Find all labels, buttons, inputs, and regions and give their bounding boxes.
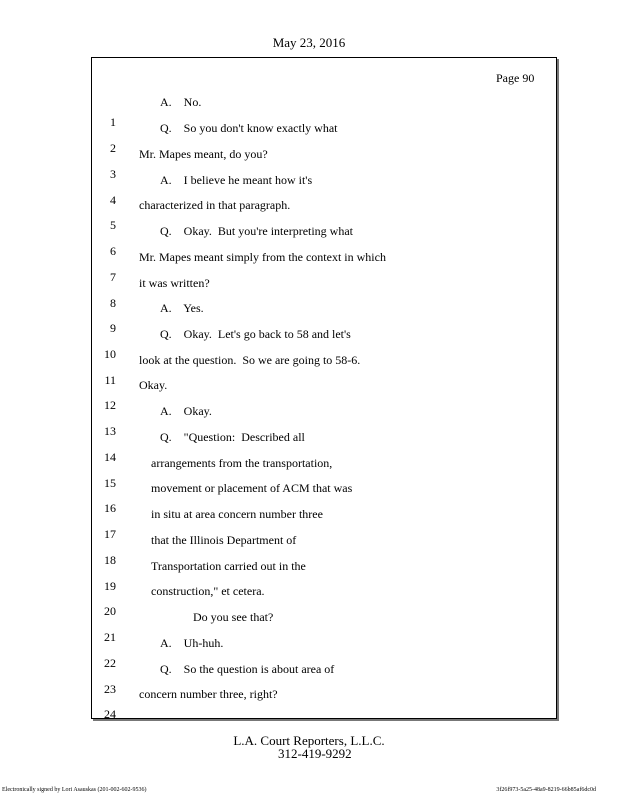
line-number: 3	[110, 167, 116, 181]
line-number: 23	[104, 682, 116, 696]
line-text: Do you see that?	[193, 610, 274, 624]
line-number: 22	[104, 656, 116, 670]
line-text: Mr. Mapes meant, do you?	[139, 147, 268, 161]
line-number: 2	[110, 141, 116, 155]
electronic-signature-note: Electronically signed by Lori Asauskas (201-002-602-9536)	[2, 787, 147, 793]
line-text: Q. So you don't know exactly what	[160, 121, 338, 135]
line-text: Q. Okay. But you're interpreting what	[160, 224, 354, 238]
line-number: 1	[110, 115, 116, 129]
line-text: it was written?	[139, 276, 210, 290]
line-number: 10	[104, 347, 116, 361]
footer-company: L.A. Court Reporters, L.L.C.	[233, 733, 385, 748]
line-text: A. I believe he meant how it's	[160, 173, 313, 187]
line-text: construction," et cetera.	[151, 584, 265, 598]
line-number: 11	[104, 373, 116, 387]
page-number: Page 90	[496, 71, 535, 85]
line-text: A. Uh-huh.	[160, 636, 224, 650]
line-number: 7	[110, 270, 116, 284]
line-text: that the Illinois Department of	[151, 533, 297, 547]
line-number: 9	[110, 321, 116, 335]
line-number: 15	[104, 476, 116, 490]
document-id: 3f26f973-5a25-48a9-8219-66b85af6dc0d	[496, 787, 596, 793]
line-number: 8	[110, 296, 116, 310]
line-text: look at the question. So we are going to 58-6.	[139, 353, 361, 367]
line-number: 17	[104, 527, 116, 541]
line-number: 5	[110, 218, 116, 232]
line-number: 6	[110, 244, 116, 258]
line-number: 20	[104, 604, 116, 618]
line-number: 16	[104, 501, 116, 515]
line-text: Mr. Mapes meant simply from the context in which	[139, 250, 386, 264]
line-number: 12	[104, 398, 116, 412]
footer-phone: 312-419-9292	[278, 746, 352, 761]
line-text: A. Okay.	[160, 404, 212, 418]
line-text: characterized in that paragraph.	[139, 198, 291, 212]
line-text: A. Yes.	[160, 301, 204, 315]
line-text: arrangements from the transportation,	[151, 456, 333, 470]
line-text: Q. So the question is about area of	[160, 662, 335, 676]
line-number: 18	[104, 553, 116, 567]
line-number: 24	[104, 707, 116, 721]
line-number: 13	[104, 424, 116, 438]
line-number: 19	[104, 579, 116, 593]
line-number: 4	[110, 193, 116, 207]
line-text: Q. Okay. Let's go back to 58 and let's	[160, 327, 351, 341]
line-text: in situ at area concern number three	[151, 507, 323, 521]
line-number: 14	[104, 450, 116, 464]
line-text: Transportation carried out in the	[151, 559, 306, 573]
line-text: concern number three, right?	[139, 687, 278, 701]
line-text: A. No.	[160, 95, 202, 109]
header-date: May 23, 2016	[272, 35, 346, 50]
line-text: Okay.	[139, 378, 168, 392]
line-text: Q. "Question: Described all	[160, 430, 305, 444]
line-text: movement or placement of ACM that was	[151, 481, 353, 495]
transcript-line	[0, 684, 618, 721]
line-number: 21	[104, 630, 116, 644]
